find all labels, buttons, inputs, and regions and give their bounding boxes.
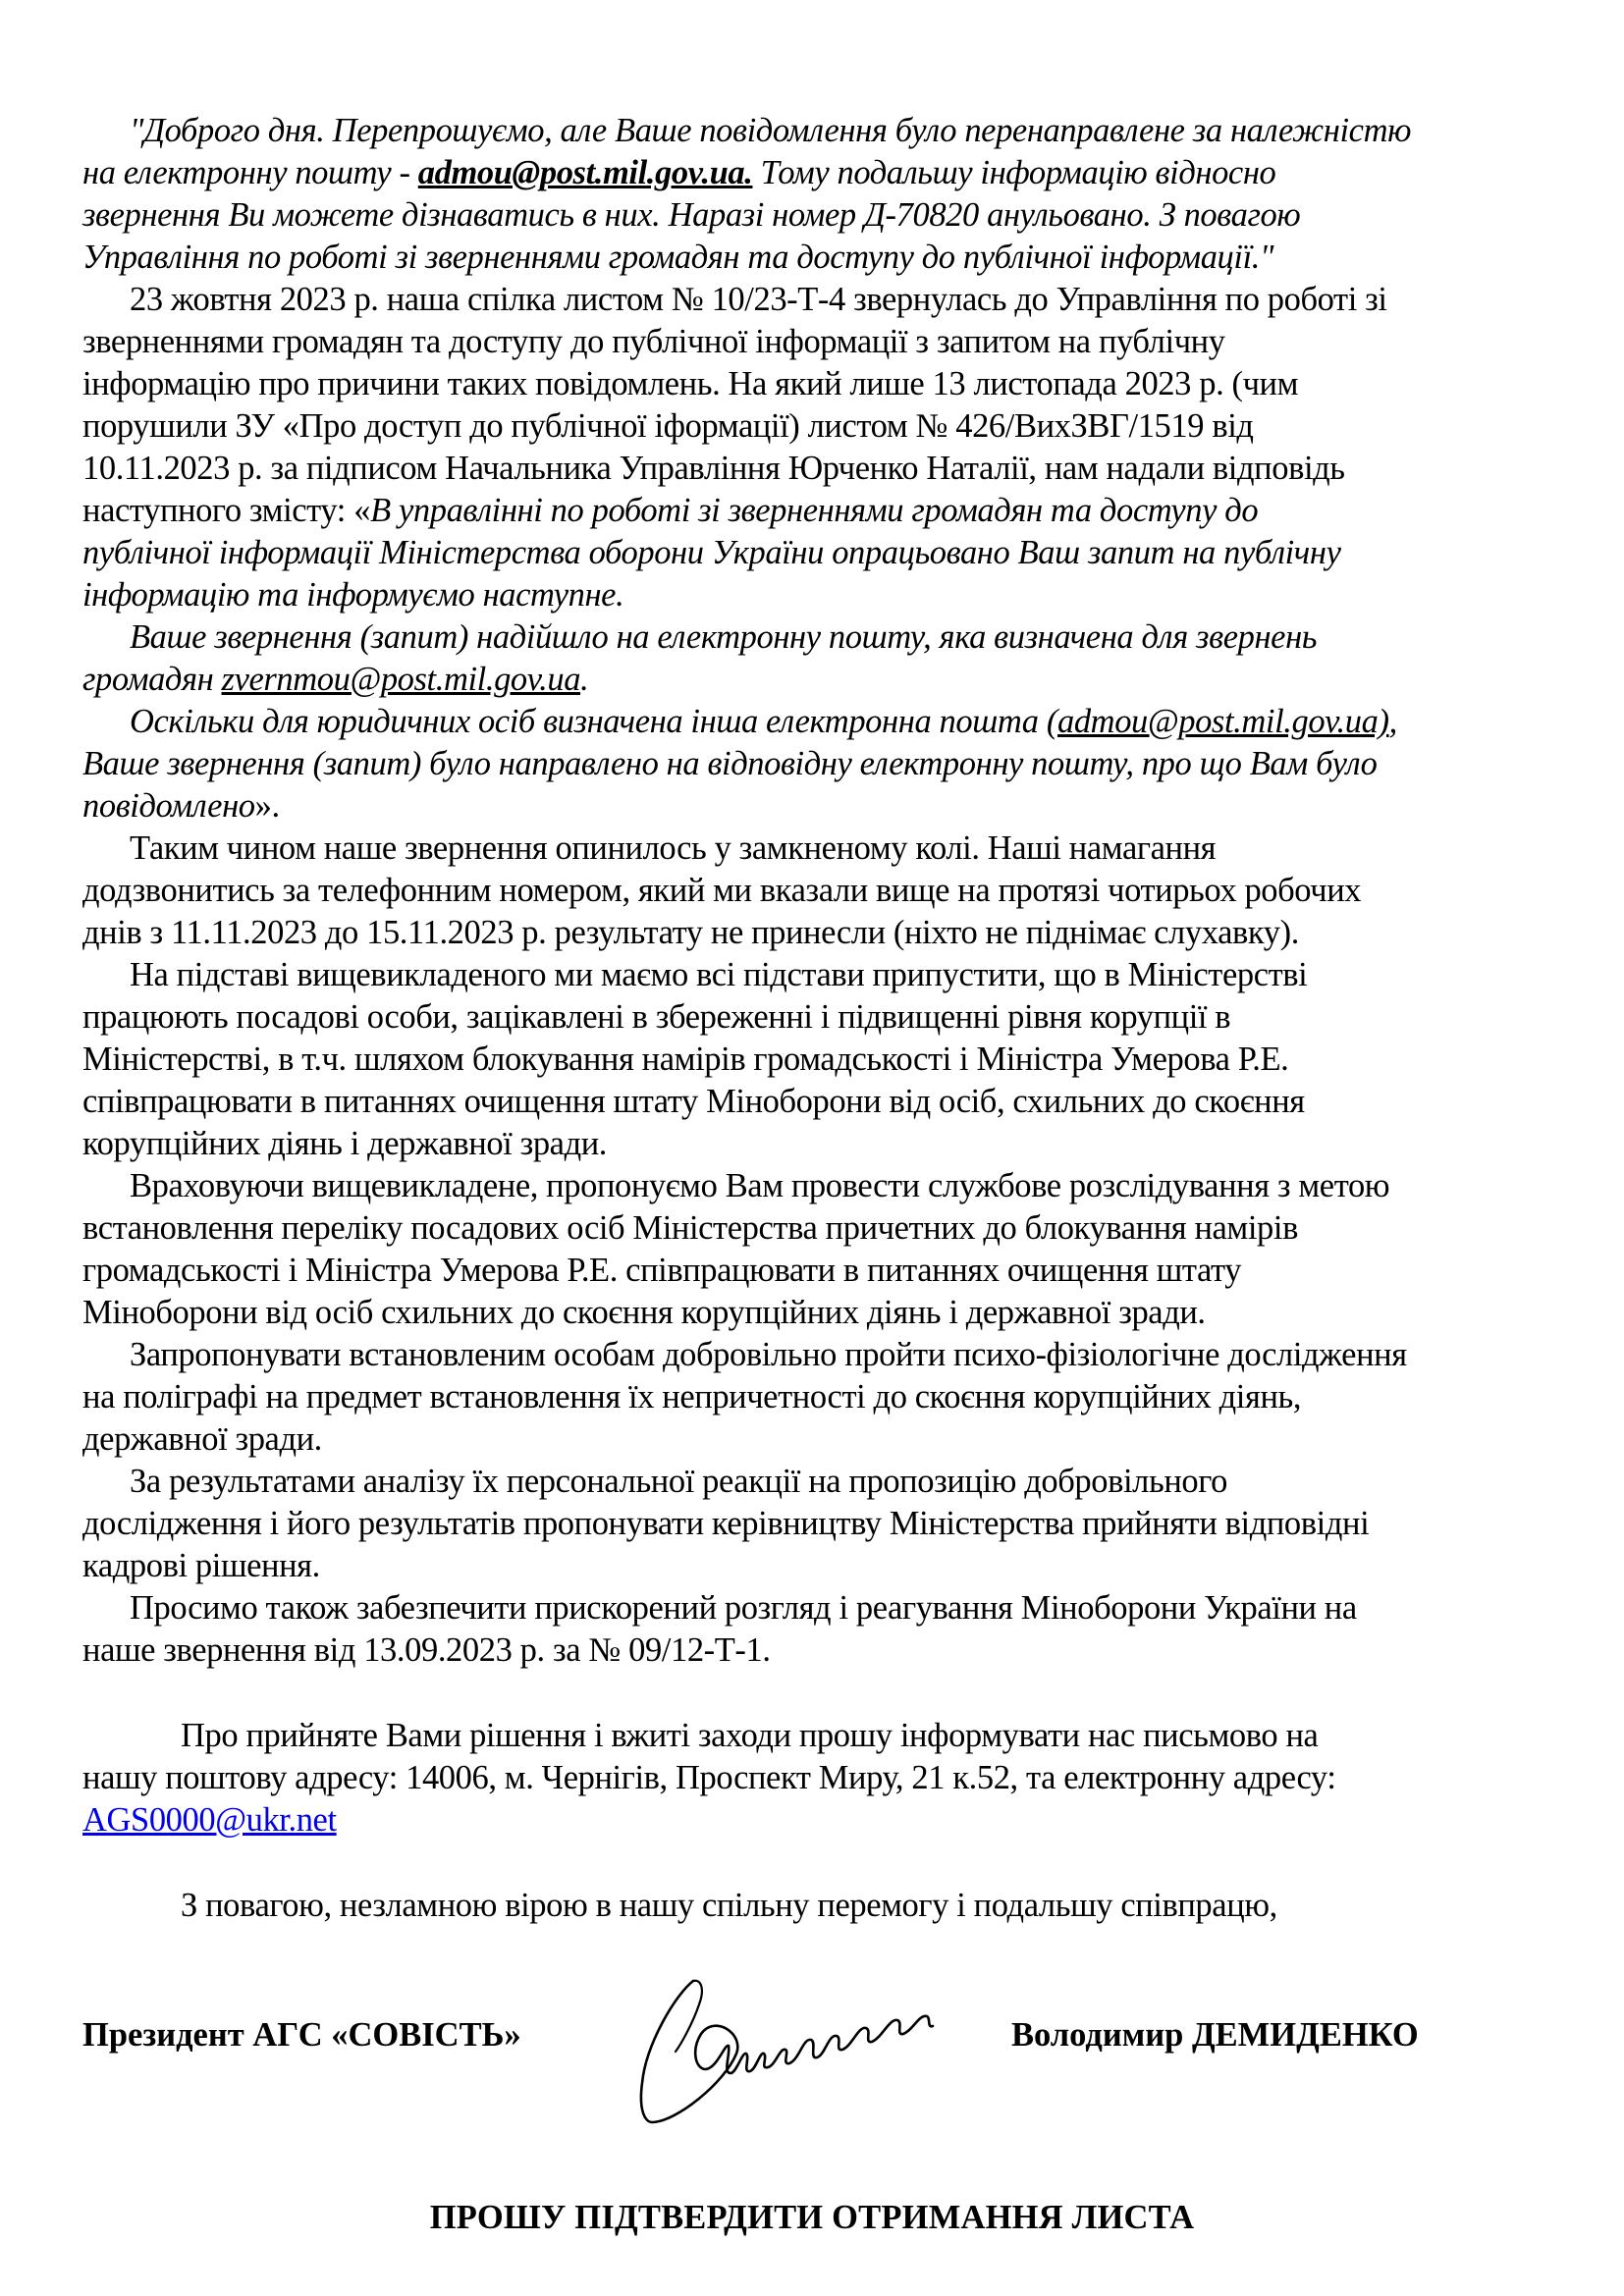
text-line [82,659,1555,701]
email-link-zvernmou[interactable]: zvernmou@post.mil.gov.ua [221,661,581,698]
text-line: працюють посадові особи, зацікавлені в збереженні і підвищенні рівня корупції в [82,998,1231,1036]
text-line: Таким чином наше звернення опинилось у замкненому колі. Наші намагання [130,829,1217,867]
signature-block [82,1965,1555,2142]
text-line: зверненнями громадян та доступу до публічної інформації з запитом на публічну [82,323,1225,360]
paragraph-results [82,1461,1555,1587]
quoted-text: В управлінні по роботі зі зверненнями громадян та доступу до [370,492,1259,529]
text-line: публічної інформації Міністерства оборони України опрацьовано Ваш запит на публічну [82,534,1341,571]
text-line [82,785,1555,828]
text-line: Ваше звернення (запит) надійшло на електронну пошту, яка визначена для звернень [130,618,1318,656]
text-line: Ваше звернення (запит) було направлено на відповідну електронну пошту, про що Вам було [82,745,1378,782]
text-line: на поліграфі на предмет встановлення їх непричетності до скоєння корупційних діянь, [82,1378,1302,1415]
paragraph-expedite [82,1587,1555,1672]
text-line: інформацію та інформуємо наступне. [82,576,624,614]
text-span: ». [254,787,280,825]
signer-title: Президент АГС «СОВІСТЬ» [82,2016,521,2054]
quote-text: Тому подальшу інформацію відносно [752,154,1276,191]
quote-line [82,152,1555,194]
paragraph-investigation [82,1165,1555,1334]
text-span: Оскільки для юридичних осіб визначена інша електронна пошта ( [130,703,1057,740]
confirmation-request: ПРОШУ ПІДТВЕРДИТИ ОТРИМАННЯ ЛИСТА [429,2199,1195,2236]
spacer [82,1842,1555,1885]
spacer [82,1672,1555,1715]
quoted-reply [82,110,1555,279]
text-line: порушили ЗУ «Про доступ до публічної іформації) листом № 426/ВихЗВГ/1519 від [82,407,1254,445]
text-span: повідомлено [82,787,255,825]
text-line: кадрові рішення. [82,1547,320,1584]
email-link-ags[interactable]: AGS0000@ukr.net [82,1801,337,1839]
email-link-admou-2[interactable]: admou@post.mil.gov.ua) [1056,703,1389,740]
text-line: Міноборони від осіб схильних до скоєння корупційних діянь і державної зради. [82,1294,1206,1331]
quote-line: Управління по роботі зі зверненнями громадян та доступу до публічної інформації." [82,239,1274,276]
handwritten-signature-icon [607,1975,980,2132]
text-line: Міністерстві, в т.ч. шляхом блокування намірів громадськості і Міністра Умерова Р.Е. [82,1041,1289,1078]
text-line: Враховуючи вищевикладене, пропонуємо Вам провести службове розслідування з метою [130,1167,1390,1204]
paragraph-reply [82,616,1555,828]
text-line: корупційних діянь і державної зради. [82,1125,608,1162]
paragraph-closing [82,1715,1555,1842]
text-span: . [580,661,589,698]
text-line: Про прийняте Вами рішення і вжиті заходи прошу інформувати нас письмово на [181,1717,1319,1754]
text-line [82,701,1555,743]
text-line: Просимо також забезпечити прискорений розгляд і реагування Міноборони України на [130,1589,1357,1627]
paragraph-grounds [82,954,1555,1165]
text-line: днів з 11.11.2023 до 15.11.2023 р. результату не принесли (ніхто не піднімає слухавку). [82,914,1299,951]
text-line: нашу поштову адресу: 14006, м. Чернігів, Проспект Миру, 21 к.52, та електронну адресу: [82,1759,1336,1796]
text-line: 23 жовтня 2023 р. наша спілка листом № 10/23-Т-4 звернулась до Управління по роботі зі [130,281,1387,318]
quote-line: звернення Ви можете дізнаватись в них. Наразі номер Д-70820 анульовано. З повагою [82,196,1301,234]
text-span: наступного змісту: « [82,492,371,529]
text-line: дослідження і його результатів пропонувати керівництву Міністерства прийняти відповідні [82,1505,1370,1542]
signer-name: Володимир ДЕМИДЕНКО [1011,2016,1419,2054]
text-line: співпрацювати в питаннях очищення штату Міноборони від осіб, схильних до скоєння [82,1083,1305,1120]
text-line: Запропонувати встановленим особам добровільно пройти психо-фізіологічне дослідження [130,1336,1407,1373]
paragraph-circle [82,828,1555,954]
text-line: державної зради. [82,1420,322,1458]
text-line: наше звернення від 13.09.2023 р. за № 09/12-Т-1. [82,1631,771,1669]
letter-body [82,110,1555,1927]
paragraph-polygraph [82,1334,1555,1461]
text-line: додзвонитись за телефонним номером, який ми вказали вище на протязі чотирьох робочих [82,872,1362,909]
text-line: громадськості і Міністра Умерова Р.Е. співпрацювати в питаннях очищення штату [82,1252,1242,1289]
paragraph-request [82,279,1555,616]
text-span: громадян [82,661,222,698]
quote-text: на електронну пошту - [82,154,418,191]
text-line: На підставі вищевикладеного ми маємо всі підстави припустити, що в Міністерстві [130,956,1308,993]
regards-line: З повагою, незламною вірою в нашу спільну перемогу і подальшу співпрацю, [181,1887,1277,1924]
text-line: За результатами аналізу їх персональної реакції на пропозицію добровільного [130,1463,1227,1500]
text-line [82,490,1555,532]
email-link-admou[interactable]: admou@post.mil.gov.ua. [417,154,753,191]
text-line: встановлення переліку посадових осіб Міністерства причетних до блокування намірів [82,1209,1298,1247]
quote-line: "Доброго дня. Перепрошуємо, але Ваше повідомлення було перенаправлене за належністю [130,112,1412,149]
text-line: інформацію про причини таких повідомлень. На який лише 13 листопада 2023 р. (чим [82,365,1299,402]
text-span: , [1388,703,1397,740]
text-line: 10.11.2023 р. за підписом Начальника Управління Юрченко Наталії, нам надали відповідь [82,450,1345,487]
text-line [82,1799,1555,1842]
